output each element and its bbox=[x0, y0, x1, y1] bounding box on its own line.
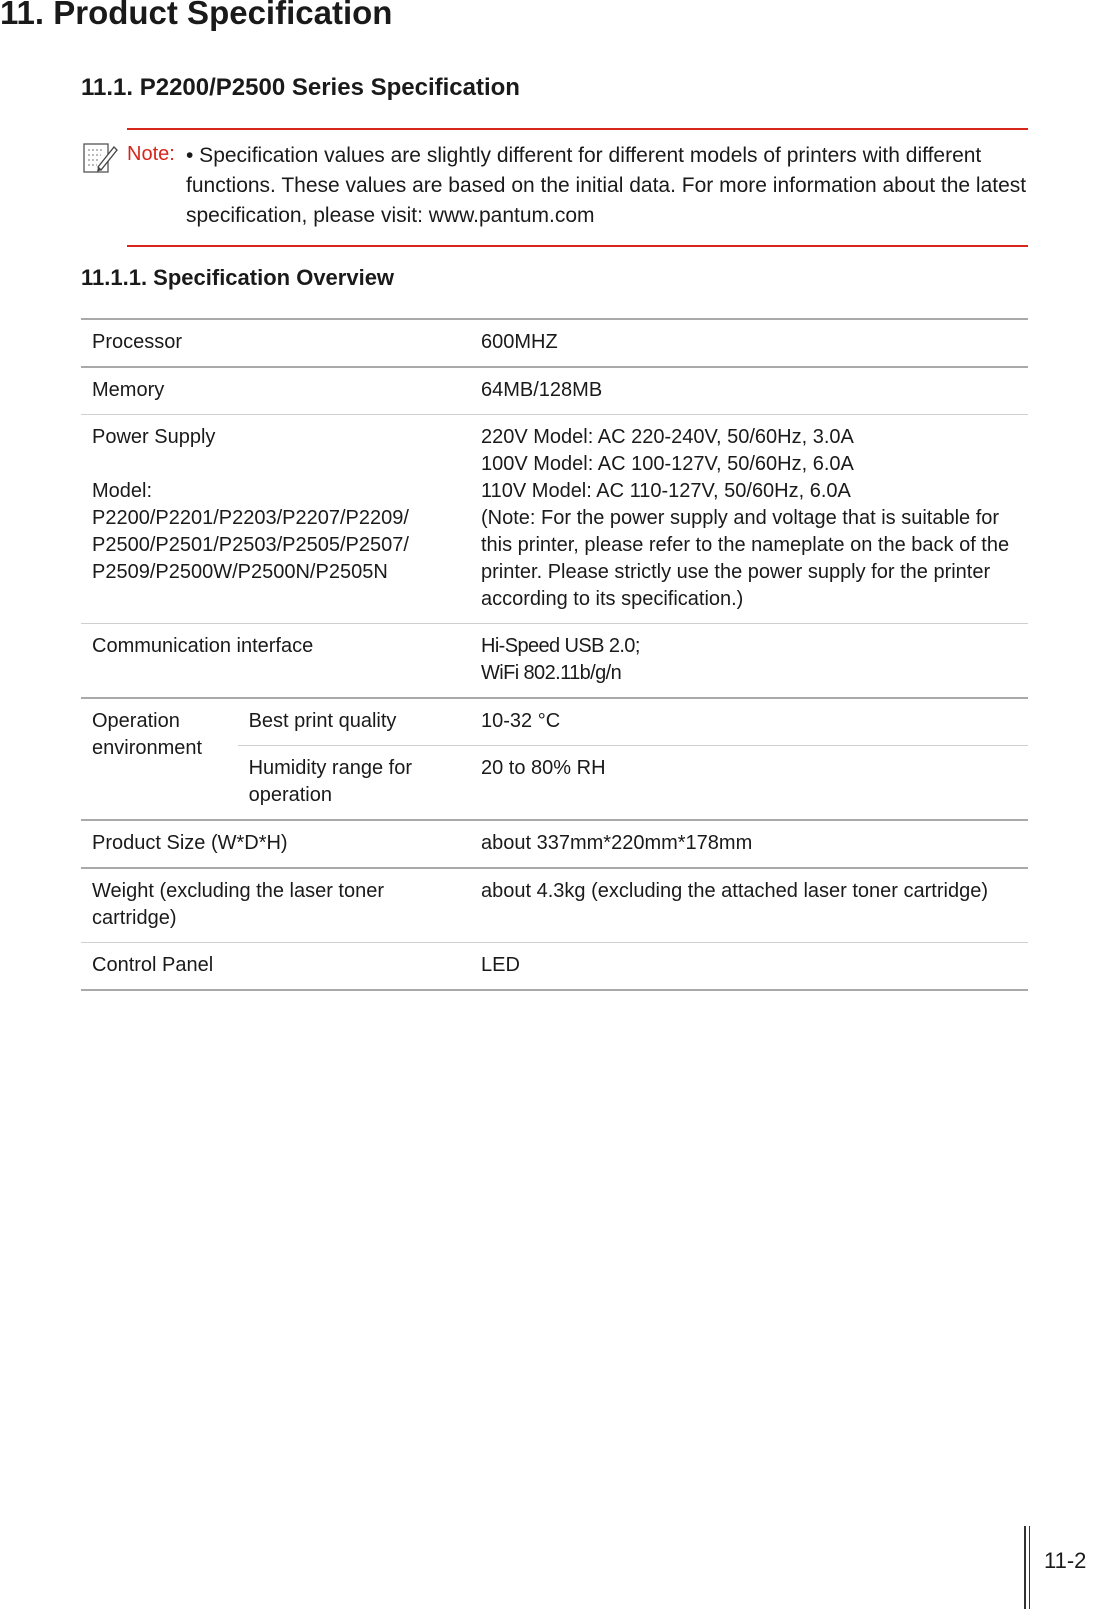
note-bottom-rule bbox=[127, 245, 1028, 247]
humidity-label: Humidity range for operation bbox=[238, 746, 470, 821]
power-value-cell bbox=[470, 415, 1028, 624]
table-row-panel bbox=[81, 943, 1028, 991]
note-block bbox=[81, 128, 1028, 246]
note-text: • Specification values are slightly different for different models of printers with different functions. These values are based on the initial data. For more information about the latest specification, please visit: www.pantum.com bbox=[186, 144, 1027, 227]
table-row-weight bbox=[81, 868, 1028, 943]
communication-value-line: WiFi 802.11b/g/n bbox=[481, 662, 622, 684]
table-row-size bbox=[81, 820, 1028, 868]
panel-label: Control Panel bbox=[81, 943, 470, 991]
power-value-line: 110V Model: AC 110-127V, 50/60Hz, 6.0A bbox=[481, 480, 851, 502]
size-value: about 337mm*220mm*178mm bbox=[470, 820, 1028, 868]
memory-value: 64MB/128MB bbox=[470, 367, 1028, 415]
memory-label: Memory bbox=[81, 367, 470, 415]
size-label: Product Size (W*D*H) bbox=[81, 820, 470, 868]
note-pencil-icon bbox=[81, 140, 119, 176]
weight-label: Weight (excluding the laser toner cartridge) bbox=[81, 868, 470, 943]
power-label-cell bbox=[81, 415, 470, 624]
page-number: 11-2 bbox=[1044, 1548, 1087, 1573]
table-row-operation-quality bbox=[81, 698, 1028, 746]
footer-rule bbox=[1029, 1526, 1030, 1609]
processor-value: 600MHZ bbox=[470, 319, 1028, 367]
power-note: (Note: For the power supply and voltage that is suitable for this printer, please refer to the nameplate on the back of the printer. Please strictly use the power supply for the printer according to its specification.) bbox=[481, 507, 1010, 610]
power-model-line: P2509/P2500W/P2500N/P2505N bbox=[92, 561, 388, 583]
operation-label: Operation environment bbox=[81, 698, 238, 820]
spec-table bbox=[81, 318, 1028, 991]
note-label: Note: bbox=[127, 143, 175, 165]
power-value-line: 100V Model: AC 100-127V, 50/60Hz, 6.0A bbox=[481, 453, 854, 475]
note-top-rule bbox=[127, 128, 1028, 130]
communication-label: Communication interface bbox=[81, 624, 470, 699]
subsection-title: 11.1.1. Specification Overview bbox=[81, 265, 395, 290]
humidity-value: 20 to 80% RH bbox=[470, 746, 1028, 821]
power-model-line: P2200/P2201/P2203/P2207/P2209/ bbox=[92, 507, 409, 529]
weight-value: about 4.3kg (excluding the attached laser toner cartridge) bbox=[470, 868, 1028, 943]
communication-value-cell bbox=[470, 624, 1028, 699]
table-row-power bbox=[81, 415, 1028, 624]
table-row-memory bbox=[81, 367, 1028, 415]
quality-value: 10-32 °C bbox=[470, 698, 1028, 746]
panel-value: LED bbox=[470, 943, 1028, 991]
chapter-title: 11. Product Specification bbox=[0, 0, 393, 31]
communication-value-line: Hi-Speed USB 2.0; bbox=[481, 635, 640, 657]
processor-label: Processor bbox=[81, 319, 470, 367]
power-model-line: P2500/P2501/P2503/P2505/P2507/ bbox=[92, 534, 409, 556]
table-row-processor bbox=[81, 319, 1028, 367]
section-title: 11.1. P2200/P2500 Series Specification bbox=[81, 74, 520, 101]
power-label: Power Supply bbox=[92, 426, 216, 448]
footer-rule bbox=[1024, 1526, 1026, 1609]
power-value-line: 220V Model: AC 220-240V, 50/60Hz, 3.0A bbox=[481, 426, 854, 448]
quality-label: Best print quality bbox=[238, 698, 470, 746]
power-model-label: Model: bbox=[92, 480, 153, 502]
table-row-communication bbox=[81, 624, 1028, 699]
